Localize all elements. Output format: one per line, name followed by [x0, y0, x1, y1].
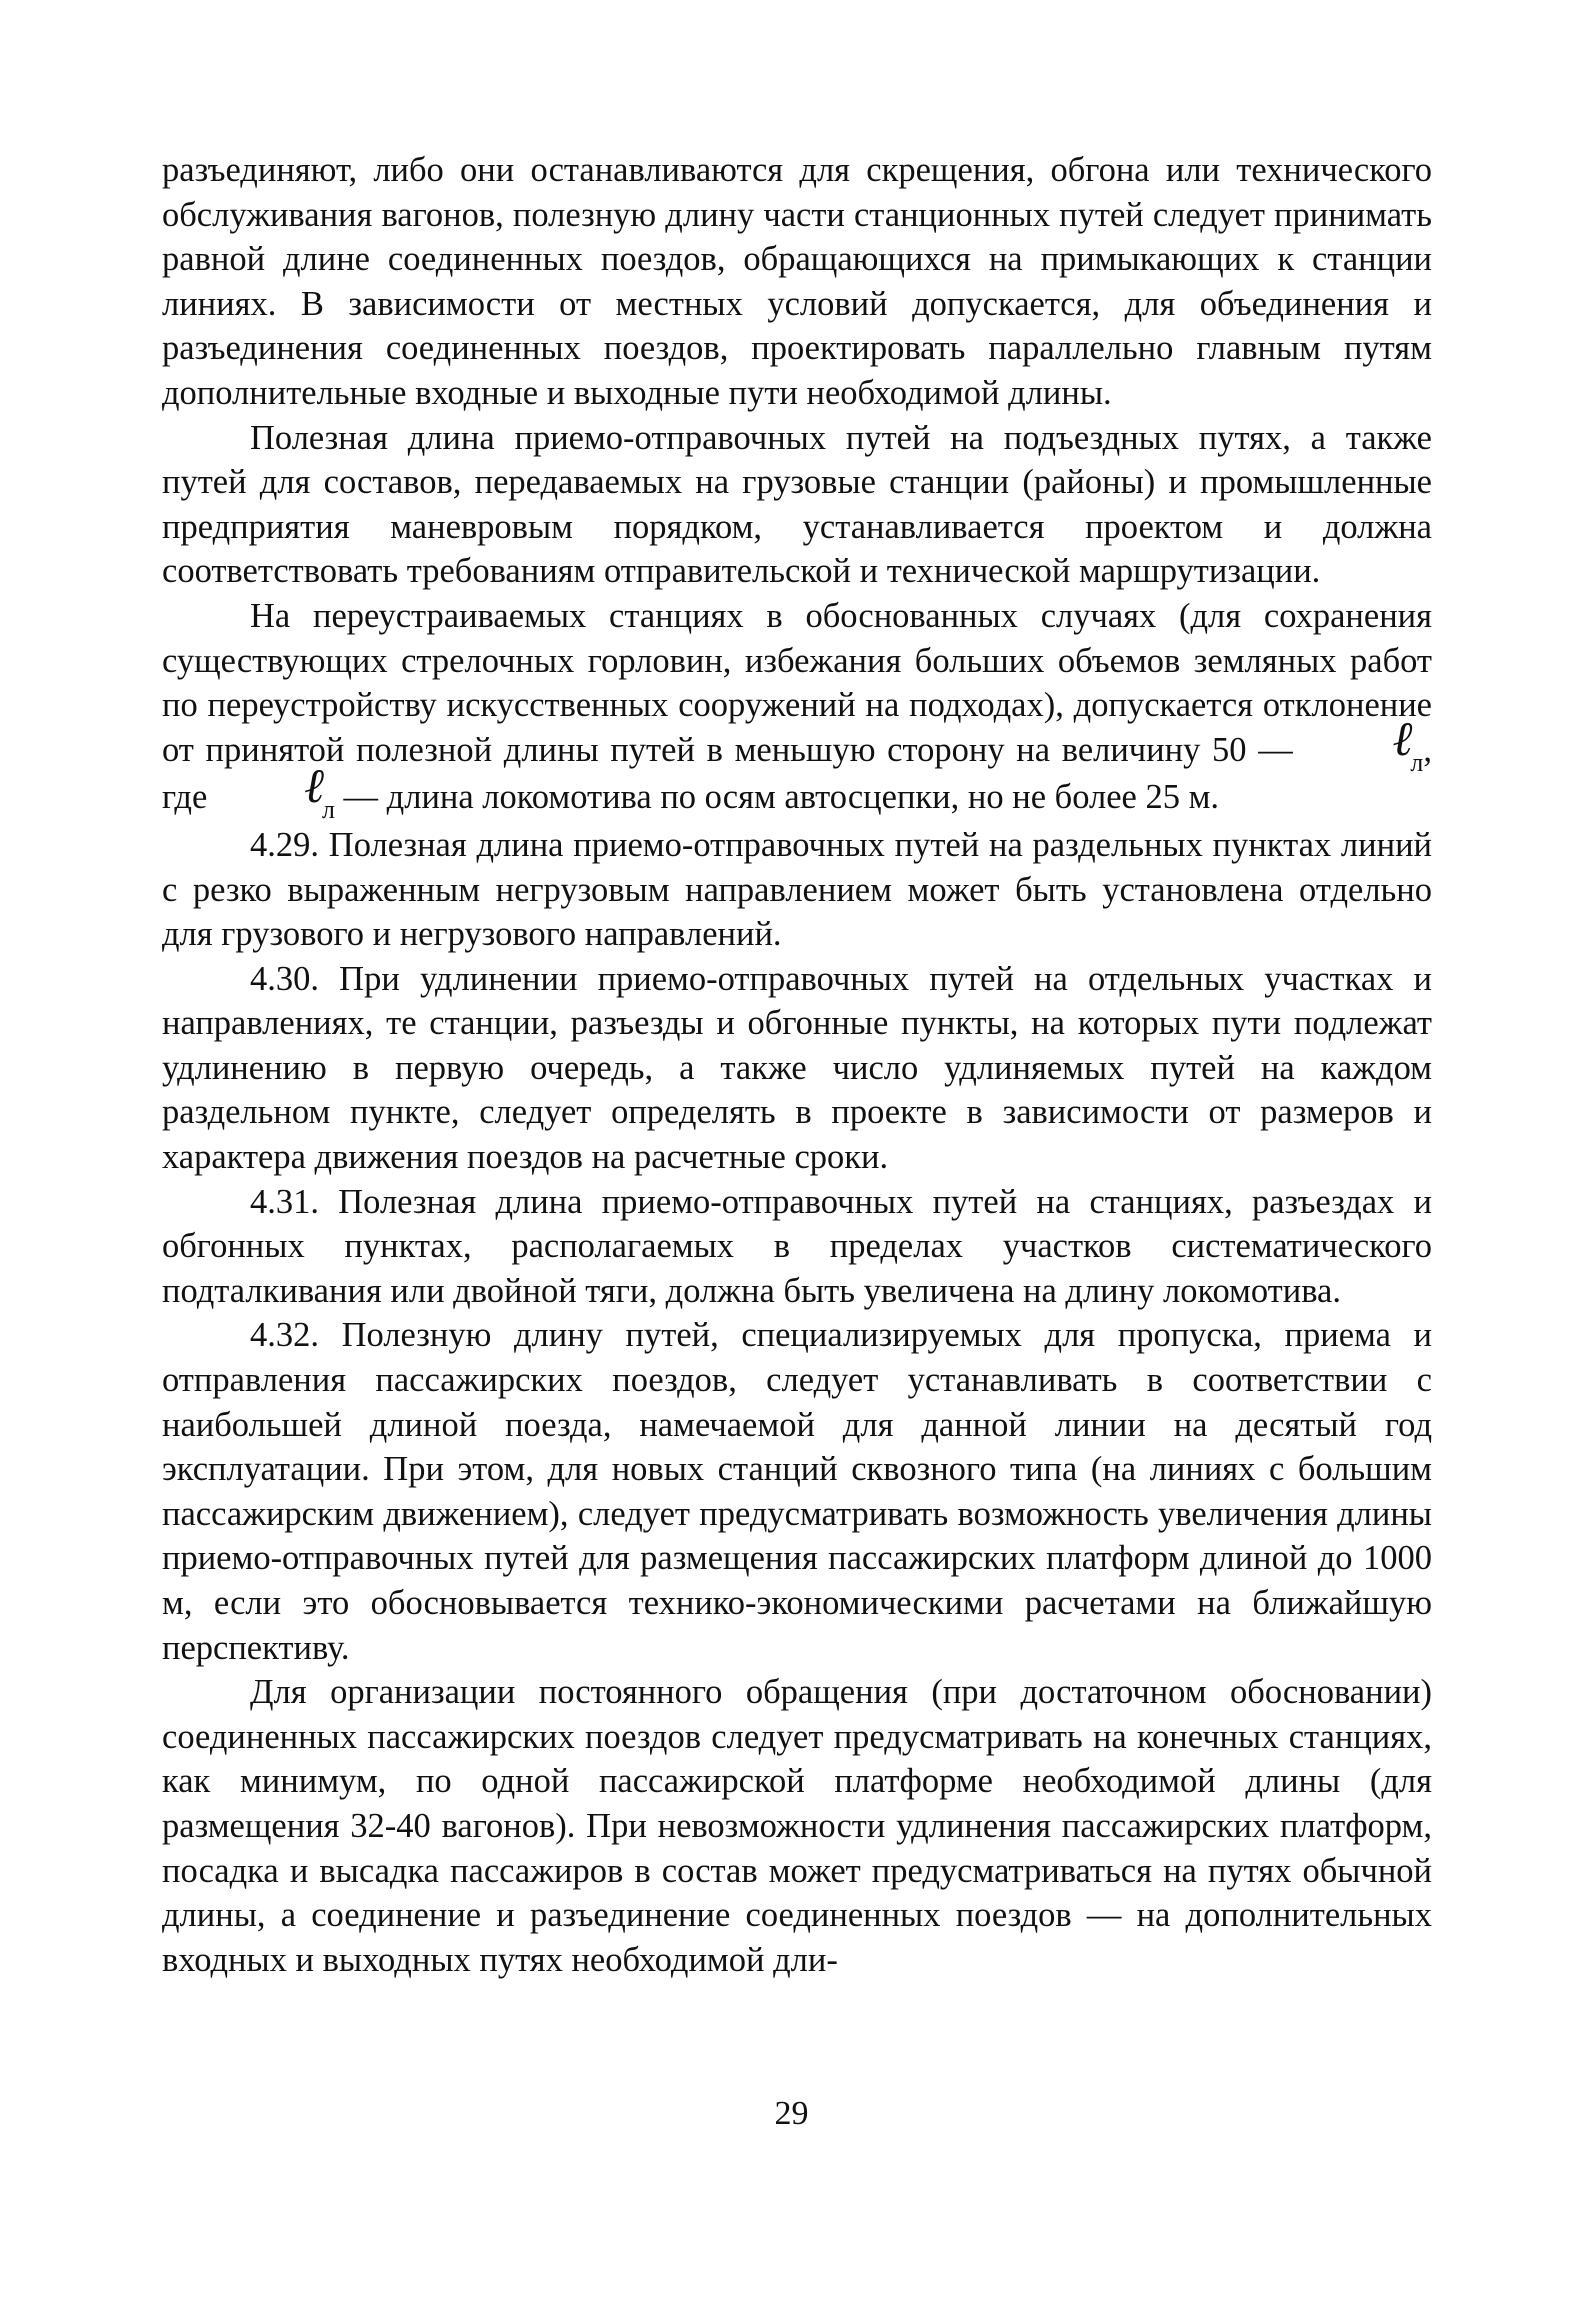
paragraph-4-29: 4.29. Полезная длина приемо-отправочных путей на раздельных пунктах линий с резко выраженным негрузовым направлением может быть установлена отдельно для грузового и негрузового направлений.: [162, 825, 1432, 954]
formula-text-after: — длина локомотива по осям автосцепки, но не более 25 м.: [334, 778, 1220, 817]
paragraph-4-30: 4.30. При удлинении приемо-отправочных путей на отдельных участках и направлениях, те станции, разъезды и обгонные пункты, на которых пути подлежат удлинению в первую очередь, а также число удлиняемых путей на каждом раздельном пункте, следует определять в проекте в зависимости от размеров и характера движения поездов на расчетные сроки.: [162, 959, 1432, 1177]
paragraph-4-32: 4.32. Полезную длину путей, специализируемых для пропуска, приема и отправления пассажирских поездов, следует устанавливать в соответствии с наибольшей длиной поезда, намечаемой для данной линии на десятый год эксплуатации. При этом, для новых станций сквозного типа (на линиях с большим пассажирским движением), следует предусматривать возможность увеличения длины приемо-отправочных путей для размещения пассажирских платформ длиной до 1000 м, если это обосновывается технико-экономическими расчетами на ближайшую перспективу.: [162, 1316, 1432, 1667]
locomotive-length-subscript-2: л: [321, 795, 335, 825]
locomotive-length-subscript: л: [1410, 747, 1424, 777]
page-body: [162, 148, 1432, 1982]
paragraph-passenger-platforms: Для организации постоянного обращения (при достаточном обосновании) соединенных пассажирских поездов следует предусматривать на конечных станциях, как минимум, по одной пассажирской платформе необходимой длины (для размещения 32-40 вагонов). При невозможности удлинения пассажирских платформ, посадка и высадка пассажиров в состав может предусматриваться на путях обычной длины, а соединение и разъединение соединенных поездов — на дополнительных входных и выходных путях необходимой дли-: [162, 1673, 1432, 1979]
page-number: 29: [774, 2095, 809, 2132]
paragraph-4-31: 4.31. Полезная длина приемо-отправочных путей на станциях, разъездах и обгонных пунктах, располагаемых в пределах участков систематического подталкивания или двойной тяги, должна быть увеличена на длину локомотива.: [162, 1182, 1432, 1310]
formula-text-middle: , где: [162, 730, 1432, 817]
paragraph-continuation: разъединяют, либо они останавливаются для скрещения, обгона или технического обслуживания вагонов, полезную длину части станционных путей следует принимать равной длине соединенных поездов, обращающихся на примыкающих к станции линиях. В зависимости от местных условий допускается, для объединения и разъединения соединенных поездов, проектировать параллельно главным путям дополнительные входные и выходные пути необходимой длины.: [162, 151, 1432, 412]
paragraph-useful-length-sidings: Полезная длина приемо-отправочных путей на подъездных путях, а также путей для составов, передаваемых на грузовые станции (районы) и промышленные предприятия маневровым порядком, устанавливается проектом и должна соответствовать требованиям отправительской и технической маршрутизации.: [162, 418, 1432, 591]
formula-text-before: На переустраиваемых станциях в обоснованных случаях (для сохранения существующих стрелочных горловин, избежания больших объемов земляных работ по переустройству искусственных сооружений на подходах), допускается отклонение от принятой полезной длины путей в меньшую сторону на величину 50 —: [162, 596, 1432, 769]
paragraph-reconstructed-stations: На переустраиваемых станциях в обоснованных случаях (для сохранения существующих стрелочных горловин, избежания больших объемов земляных работ по переустройству искусственных сооружений на подходах), допускается отклонение от принятой полезной длины путей в меньшую сторону на величину 50 — ℓ$_л$, где ℓ$_л$ — длина локомотива по осям автосцепки, но не более 25 м.: [162, 596, 1432, 825]
